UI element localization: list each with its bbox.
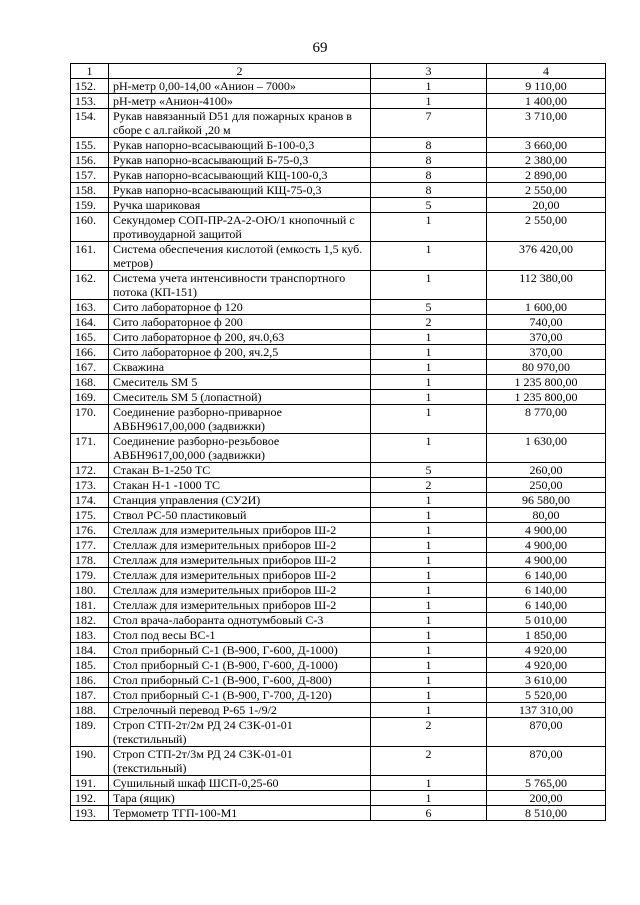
quantity-cell: 1 — [371, 643, 487, 658]
price-cell: 376 420,00 — [487, 242, 606, 271]
row-number-cell: 159. — [71, 198, 109, 213]
quantity-cell: 1 — [371, 508, 487, 523]
table-row — [71, 360, 606, 375]
table-row — [71, 375, 606, 390]
price-cell: 96 580,00 — [487, 493, 606, 508]
price-cell: 1 235 800,00 — [487, 390, 606, 405]
quantity-cell: 1 — [371, 405, 487, 434]
item-name-cell: Скважина — [109, 360, 371, 375]
row-number-cell: 158. — [71, 183, 109, 198]
price-cell: 1 235 800,00 — [487, 375, 606, 390]
price-cell: 870,00 — [487, 718, 606, 747]
price-cell: 3 610,00 — [487, 673, 606, 688]
row-number-cell: 191. — [71, 776, 109, 791]
row-number-cell: 162. — [71, 271, 109, 300]
price-cell: 200,00 — [487, 791, 606, 806]
item-name-cell: Ручка шариковая — [109, 198, 371, 213]
item-name-cell: Система обеспечения кислотой (емкость 1,5 куб. метров) — [109, 242, 371, 271]
table-row — [71, 198, 606, 213]
quantity-cell: 1 — [371, 375, 487, 390]
quantity-cell: 1 — [371, 94, 487, 109]
item-name-cell: Стеллаж для измерительных приборов Ш-2 — [109, 583, 371, 598]
row-number-cell: 169. — [71, 390, 109, 405]
price-cell: 1 600,00 — [487, 300, 606, 315]
quantity-cell: 8 — [371, 183, 487, 198]
quantity-cell: 8 — [371, 138, 487, 153]
table-row — [71, 553, 606, 568]
row-number-cell: 184. — [71, 643, 109, 658]
row-number-cell: 187. — [71, 688, 109, 703]
price-cell: 4 920,00 — [487, 658, 606, 673]
table-row — [71, 330, 606, 345]
quantity-cell: 1 — [371, 568, 487, 583]
page-number: 69 — [312, 40, 328, 56]
item-name-cell: Система учета интенсивности транспортного потока (КП-151) — [109, 271, 371, 300]
table-row — [71, 213, 606, 242]
table-row — [71, 643, 606, 658]
price-cell: 2 890,00 — [487, 168, 606, 183]
table-row — [71, 300, 606, 315]
row-number-cell: 152. — [71, 79, 109, 94]
quantity-cell: 5 — [371, 198, 487, 213]
price-cell: 370,00 — [487, 345, 606, 360]
price-cell: 1 630,00 — [487, 434, 606, 463]
quantity-cell: 1 — [371, 493, 487, 508]
item-name-cell: рН-метр «Анион-4100» — [109, 94, 371, 109]
price-cell: 1 850,00 — [487, 628, 606, 643]
quantity-cell: 1 — [371, 271, 487, 300]
table-row — [71, 583, 606, 598]
row-number-cell: 189. — [71, 718, 109, 747]
price-cell: 370,00 — [487, 330, 606, 345]
item-name-cell: Ствол РС-50 пластиковый — [109, 508, 371, 523]
price-cell: 5 010,00 — [487, 613, 606, 628]
item-name-cell: Секундомер СОП-ПР-2А-2-ОЮ/1 кнопочный с противоударной защитой — [109, 213, 371, 242]
price-cell: 4 900,00 — [487, 523, 606, 538]
row-number-cell: 174. — [71, 493, 109, 508]
price-cell: 6 140,00 — [487, 598, 606, 613]
row-number-cell: 185. — [71, 658, 109, 673]
row-number-cell: 181. — [71, 598, 109, 613]
quantity-cell: 6 — [371, 806, 487, 821]
item-name-cell: Стол приборный С-1 (В-900, Г-600, Д-1000) — [109, 658, 371, 673]
table-row — [71, 79, 606, 94]
table-row — [71, 806, 606, 821]
price-cell: 9 110,00 — [487, 79, 606, 94]
row-number-cell: 173. — [71, 478, 109, 493]
row-number-cell: 188. — [71, 703, 109, 718]
item-name-cell: Смеситель SM 5 (лопастной) — [109, 390, 371, 405]
table-row — [71, 523, 606, 538]
price-cell: 4 900,00 — [487, 538, 606, 553]
item-name-cell: Стакан Н-1 -1000 ТС — [109, 478, 371, 493]
table-row — [71, 688, 606, 703]
row-number-cell: 175. — [71, 508, 109, 523]
price-cell: 80 970,00 — [487, 360, 606, 375]
column-header: 4 — [487, 64, 606, 79]
row-number-cell: 160. — [71, 213, 109, 242]
table-row — [71, 703, 606, 718]
row-number-cell: 168. — [71, 375, 109, 390]
quantity-cell: 1 — [371, 628, 487, 643]
item-name-cell: Сушильный шкаф ШСП-0,25-60 — [109, 776, 371, 791]
price-cell: 3 710,00 — [487, 109, 606, 138]
column-header: 3 — [371, 64, 487, 79]
item-name-cell: Стол врача-лаборанта однотумбовый С-3 — [109, 613, 371, 628]
table-row — [71, 613, 606, 628]
quantity-cell: 1 — [371, 688, 487, 703]
quantity-cell: 1 — [371, 791, 487, 806]
row-number-cell: 161. — [71, 242, 109, 271]
quantity-cell: 2 — [371, 747, 487, 776]
row-number-cell: 155. — [71, 138, 109, 153]
price-cell: 5 520,00 — [487, 688, 606, 703]
item-name-cell: Соединение разборно-приварное АВБН9617,00,000 (задвижки) — [109, 405, 371, 434]
row-number-cell: 171. — [71, 434, 109, 463]
table-row — [71, 673, 606, 688]
price-cell: 20,00 — [487, 198, 606, 213]
table-row — [71, 109, 606, 138]
item-name-cell: Строп СТП-2т/2м РД 24 СЗК-01-01 (текстильный) — [109, 718, 371, 747]
price-cell: 4 900,00 — [487, 553, 606, 568]
table-header-row — [71, 64, 606, 79]
table-row — [71, 747, 606, 776]
row-number-cell: 182. — [71, 613, 109, 628]
row-number-cell: 170. — [71, 405, 109, 434]
item-name-cell: Сито лабораторное ф 200 — [109, 315, 371, 330]
item-name-cell: Стеллаж для измерительных приборов Ш-2 — [109, 523, 371, 538]
price-cell: 3 660,00 — [487, 138, 606, 153]
quantity-cell: 2 — [371, 315, 487, 330]
row-number-cell: 157. — [71, 168, 109, 183]
quantity-cell: 5 — [371, 463, 487, 478]
quantity-cell: 1 — [371, 598, 487, 613]
item-name-cell: Сито лабораторное ф 200, яч.2,5 — [109, 345, 371, 360]
price-cell: 250,00 — [487, 478, 606, 493]
quantity-cell: 8 — [371, 168, 487, 183]
row-number-cell: 192. — [71, 791, 109, 806]
item-name-cell: Смеситель SM 5 — [109, 375, 371, 390]
table-row — [71, 598, 606, 613]
table-row — [71, 434, 606, 463]
quantity-cell: 8 — [371, 153, 487, 168]
table-row — [71, 315, 606, 330]
price-cell: 8 770,00 — [487, 405, 606, 434]
quantity-cell: 1 — [371, 613, 487, 628]
table-row — [71, 94, 606, 109]
price-cell: 2 380,00 — [487, 153, 606, 168]
table-row — [71, 168, 606, 183]
quantity-cell: 1 — [371, 703, 487, 718]
price-cell: 6 140,00 — [487, 568, 606, 583]
item-name-cell: Стол приборный С-1 (В-900, Г-600, Д-800) — [109, 673, 371, 688]
row-number-cell: 193. — [71, 806, 109, 821]
row-number-cell: 176. — [71, 523, 109, 538]
row-number-cell: 172. — [71, 463, 109, 478]
item-name-cell: Рукав напорно-всасывающий КЩ-75-0,3 — [109, 183, 371, 198]
item-name-cell: рН-метр 0,00-14,00 «Анион – 7000» — [109, 79, 371, 94]
item-name-cell: Рукав навязанный D51 для пожарных кранов в сборе с ал.гайкой ,20 м — [109, 109, 371, 138]
item-name-cell: Термометр ТГП-100-М1 — [109, 806, 371, 821]
table-row — [71, 463, 606, 478]
price-cell: 6 140,00 — [487, 583, 606, 598]
item-name-cell: Стол под весы ВС-1 — [109, 628, 371, 643]
item-name-cell: Тара (ящик) — [109, 791, 371, 806]
table-row — [71, 138, 606, 153]
quantity-cell: 2 — [371, 478, 487, 493]
row-number-cell: 183. — [71, 628, 109, 643]
row-number-cell: 186. — [71, 673, 109, 688]
item-name-cell: Соединение разборно-резьбовое АВБН9617,00,000 (задвижки) — [109, 434, 371, 463]
item-name-cell: Стол приборный С-1 (В-900, Г-700, Д-120) — [109, 688, 371, 703]
quantity-cell: 1 — [371, 658, 487, 673]
quantity-cell: 1 — [371, 434, 487, 463]
quantity-cell: 1 — [371, 538, 487, 553]
price-cell: 8 510,00 — [487, 806, 606, 821]
price-cell: 5 765,00 — [487, 776, 606, 791]
table-row — [71, 508, 606, 523]
table-row — [71, 242, 606, 271]
item-name-cell: Стеллаж для измерительных приборов Ш-2 — [109, 598, 371, 613]
price-cell: 112 380,00 — [487, 271, 606, 300]
price-cell: 2 550,00 — [487, 213, 606, 242]
row-number-cell: 153. — [71, 94, 109, 109]
item-name-cell: Рукав напорно-всасывающий КЩ-100-0,3 — [109, 168, 371, 183]
price-cell: 2 550,00 — [487, 183, 606, 198]
table-row — [71, 271, 606, 300]
row-number-cell: 179. — [71, 568, 109, 583]
quantity-cell: 1 — [371, 345, 487, 360]
item-name-cell: Стрелочный перевод Р-65 1-/9/2 — [109, 703, 371, 718]
table-row — [71, 183, 606, 198]
row-number-cell: 177. — [71, 538, 109, 553]
quantity-cell: 1 — [371, 776, 487, 791]
table-row — [71, 538, 606, 553]
row-number-cell: 180. — [71, 583, 109, 598]
table-row — [71, 390, 606, 405]
table-row — [71, 718, 606, 747]
row-number-cell: 154. — [71, 109, 109, 138]
quantity-cell: 7 — [371, 109, 487, 138]
item-name-cell: Сито лабораторное ф 120 — [109, 300, 371, 315]
quantity-cell: 1 — [371, 79, 487, 94]
row-number-cell: 166. — [71, 345, 109, 360]
price-cell: 4 920,00 — [487, 643, 606, 658]
table-row — [71, 658, 606, 673]
item-name-cell: Станция управления (СУ2И) — [109, 493, 371, 508]
column-header: 2 — [109, 64, 371, 79]
item-name-cell: Стеллаж для измерительных приборов Ш-2 — [109, 553, 371, 568]
quantity-cell: 5 — [371, 300, 487, 315]
item-name-cell: Сито лабораторное ф 200, яч.0,63 — [109, 330, 371, 345]
item-name-cell: Стол приборный С-1 (В-900, Г-600, Д-1000) — [109, 643, 371, 658]
item-name-cell: Рукав напорно-всасывающий Б-75-0,3 — [109, 153, 371, 168]
item-name-cell: Рукав напорно-всасывающий Б-100-0,3 — [109, 138, 371, 153]
quantity-cell: 2 — [371, 718, 487, 747]
table-row — [71, 478, 606, 493]
table-row — [71, 791, 606, 806]
quantity-cell: 1 — [371, 390, 487, 405]
quantity-cell: 1 — [371, 360, 487, 375]
table-row — [71, 493, 606, 508]
quantity-cell: 1 — [371, 242, 487, 271]
column-header: 1 — [71, 64, 109, 79]
price-cell: 1 400,00 — [487, 94, 606, 109]
quantity-cell: 1 — [371, 330, 487, 345]
row-number-cell: 167. — [71, 360, 109, 375]
item-name-cell: Стеллаж для измерительных приборов Ш-2 — [109, 538, 371, 553]
inventory-table — [70, 63, 606, 821]
row-number-cell: 165. — [71, 330, 109, 345]
table-row — [71, 405, 606, 434]
quantity-cell: 1 — [371, 213, 487, 242]
item-name-cell: Стакан В-1-250 ТС — [109, 463, 371, 478]
row-number-cell: 164. — [71, 315, 109, 330]
table-row — [71, 568, 606, 583]
row-number-cell: 163. — [71, 300, 109, 315]
table-row — [71, 776, 606, 791]
price-cell: 137 310,00 — [487, 703, 606, 718]
row-number-cell: 156. — [71, 153, 109, 168]
price-cell: 740,00 — [487, 315, 606, 330]
price-cell: 80,00 — [487, 508, 606, 523]
quantity-cell: 1 — [371, 583, 487, 598]
table-row — [71, 153, 606, 168]
quantity-cell: 1 — [371, 553, 487, 568]
quantity-cell: 1 — [371, 673, 487, 688]
price-cell: 870,00 — [487, 747, 606, 776]
quantity-cell: 1 — [371, 523, 487, 538]
item-name-cell: Стеллаж для измерительных приборов Ш-2 — [109, 568, 371, 583]
price-cell: 260,00 — [487, 463, 606, 478]
row-number-cell: 178. — [71, 553, 109, 568]
table-row — [71, 345, 606, 360]
row-number-cell: 190. — [71, 747, 109, 776]
item-name-cell: Строп СТП-2т/3м РД 24 СЗК-01-01 (текстильный) — [109, 747, 371, 776]
table-row — [71, 628, 606, 643]
table-body — [71, 64, 606, 821]
